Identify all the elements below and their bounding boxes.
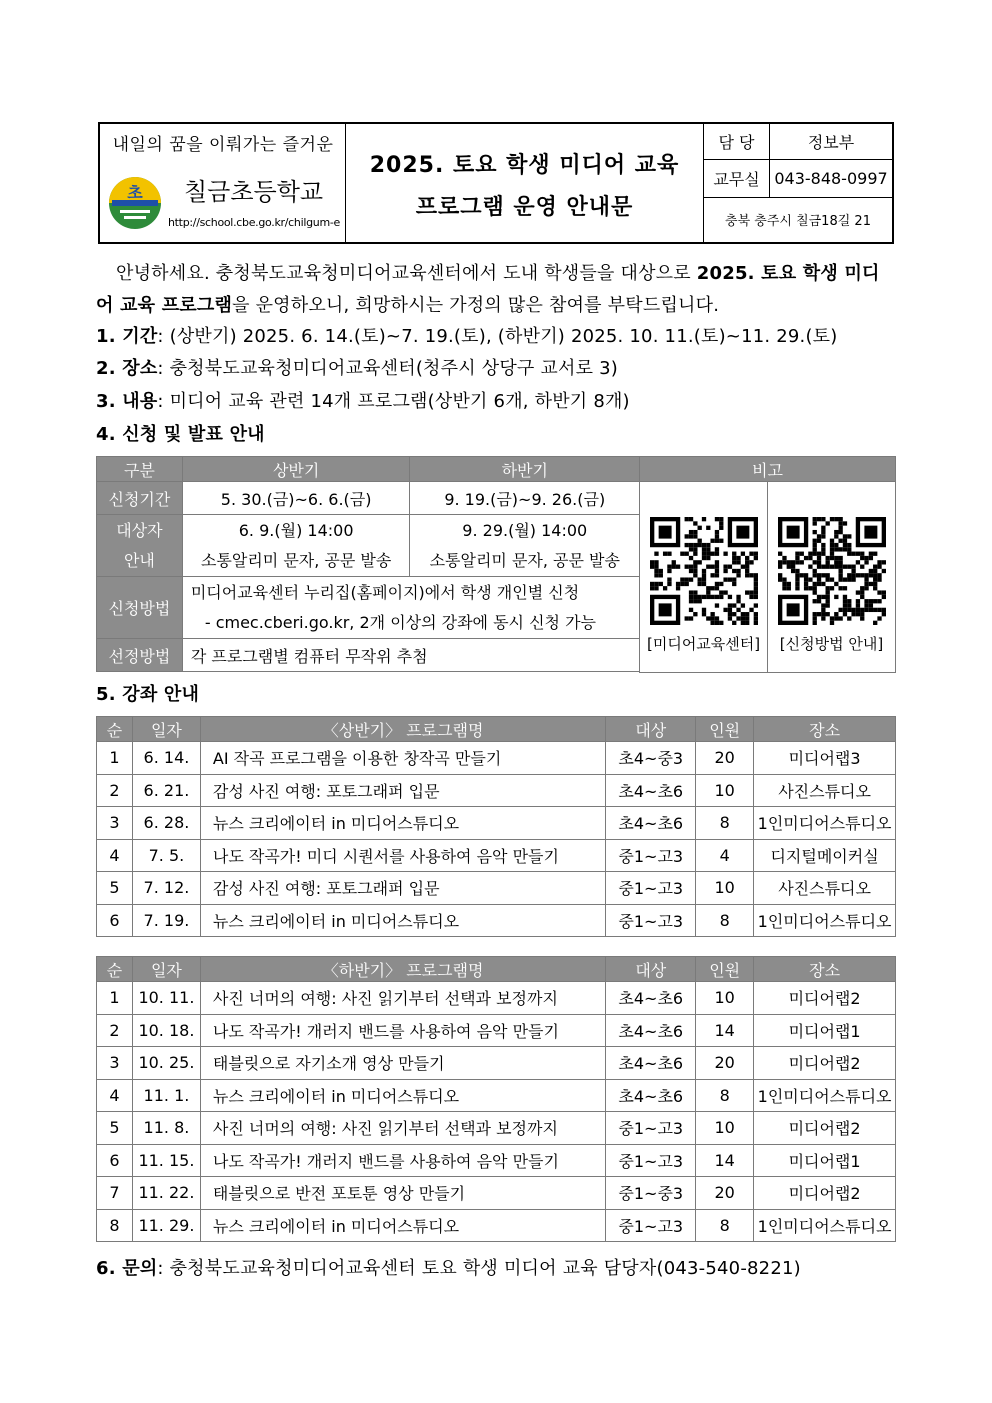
row-program: 뉴스 크리에이터 in 미디어스튜디오: [200, 807, 605, 840]
column-header: 장소: [754, 717, 896, 742]
apply-header: 하반기: [410, 457, 640, 482]
document-header: [98, 122, 894, 244]
school-name: 칠금초등학교: [184, 178, 324, 206]
column-header: 순: [97, 957, 133, 982]
title-line-1: 2025. 토요 학생 미디어 교육: [369, 153, 680, 178]
notice-method: 소통알리미 문자, 공문 발송: [200, 550, 392, 570]
row-place: 미디어랩2: [754, 1047, 896, 1080]
row-place: 미디어랩2: [754, 1112, 896, 1145]
qr-cell-2: [768, 482, 896, 673]
row-place: 미디어랩2: [754, 1177, 896, 1210]
section-content: [96, 387, 630, 413]
table-row: [97, 1079, 896, 1112]
column-header: 일자: [132, 957, 200, 982]
contact-label: 교무실: [704, 160, 770, 197]
row-target: 중1~고3: [606, 1209, 696, 1242]
row-program: 사진 너머의 여행: 사진 읽기부터 선택과 보정까지: [200, 1112, 605, 1145]
table-row: [97, 982, 896, 1015]
column-header: 대상: [606, 957, 696, 982]
table-row: [97, 1047, 896, 1080]
row-program: 나도 작곡가! 개러지 밴드를 사용하여 음악 만들기: [200, 1144, 605, 1177]
section-text: : 충청북도교육청미디어교육센터(청주시 상당구 교서로 3): [157, 358, 618, 379]
row-capacity: 8: [696, 1079, 754, 1112]
row-number: 1: [97, 982, 133, 1015]
row-date: 10. 11.: [132, 982, 200, 1015]
contact-block: [704, 124, 892, 242]
method-line: - cmec.cberi.go.kr, 2개 이상의 강좌에 동시 신청 가능: [204, 612, 597, 632]
contact-row-phone: [704, 160, 892, 198]
section-place: [96, 354, 618, 380]
row-target: 초4~초6: [606, 807, 696, 840]
row-place: 1인미디어스튜디오: [754, 807, 896, 840]
select-label: 선정방법: [97, 639, 183, 672]
row-program: 뉴스 크리에이터 in 미디어스튜디오: [200, 1079, 605, 1112]
row-capacity: 20: [696, 1047, 754, 1080]
intro-pre: 안녕하세요. 충청북도교육청미디어교육센터에서 도내 학생들을 대상으로: [116, 263, 697, 284]
row-capacity: 8: [696, 807, 754, 840]
row-number: 6: [97, 1144, 133, 1177]
row-place: 사진스튜디오: [754, 774, 896, 807]
svg-text:초: 초: [127, 183, 143, 202]
row-program: 뉴스 크리에이터 in 미디어스튜디오: [200, 904, 605, 937]
row-date: 10. 18.: [132, 1014, 200, 1047]
table-row: [97, 1144, 896, 1177]
section-apply-title: 4. 신청 및 발표 안내: [96, 424, 265, 445]
qr-caption: [미디어교육센터]: [646, 634, 761, 653]
table-row: [97, 1112, 896, 1145]
row-number: 1: [97, 742, 133, 775]
section-label: 2. 장소: [96, 358, 158, 379]
row-capacity: 10: [696, 872, 754, 905]
row-program: 나도 작곡가! 개러지 밴드를 사용하여 음악 만들기: [200, 1014, 605, 1047]
row-date: 11. 22.: [132, 1177, 200, 1210]
row-target: 중1~고3: [606, 839, 696, 872]
period-first: 5. 30.(금)~6. 6.(금): [182, 482, 410, 515]
school-slogan: 내일의 꿈을 이뤄가는 즐거운: [112, 135, 334, 155]
column-header: 순: [97, 717, 133, 742]
row-place: 미디어랩1: [754, 1144, 896, 1177]
section-label: 3. 내용: [96, 391, 158, 412]
row-program: 감성 사진 여행: 포토그래퍼 입문: [200, 872, 605, 905]
row-target: 초4~초6: [606, 982, 696, 1015]
row-place: 미디어랩3: [754, 742, 896, 775]
school-block: [100, 124, 346, 242]
row-capacity: 10: [696, 1112, 754, 1145]
row-capacity: 10: [696, 982, 754, 1015]
table-row: [97, 807, 896, 840]
title-line-2: 프로그램 운영 안내문: [415, 195, 634, 220]
intro-bold: 2025. 토요 학생 미디어 교육 프로그램: [96, 263, 880, 316]
contact-label: 담 당: [704, 124, 770, 159]
qr-caption: [신청방법 안내]: [779, 634, 884, 653]
row-program: 태블릿으로 자기소개 영상 만들기: [200, 1047, 605, 1080]
row-date: 7. 5.: [132, 839, 200, 872]
school-logo-icon: [108, 176, 162, 230]
row-place: 사진스튜디오: [754, 872, 896, 905]
notice-label-line: 안내: [123, 550, 155, 570]
qr-code-icon[interactable]: [650, 517, 758, 625]
period-label: 신청기간: [97, 482, 183, 515]
row-number: 6: [97, 904, 133, 937]
qr-cell-1: [640, 482, 768, 673]
period-second: 9. 19.(금)~9. 26.(금): [410, 482, 640, 515]
row-date: 6. 28.: [132, 807, 200, 840]
apply-header: 비고: [640, 457, 896, 482]
apply-table: [96, 456, 896, 673]
row-capacity: 8: [696, 1209, 754, 1242]
row-number: 3: [97, 1047, 133, 1080]
column-header: 〈상반기〉 프로그램명: [200, 717, 605, 742]
school-url[interactable]: http://school.cbe.go.kr/chilgum-e: [168, 216, 341, 229]
section-label: 1. 기간: [96, 326, 158, 347]
row-target: 중1~고3: [606, 1112, 696, 1145]
row-target: 초4~초6: [606, 1047, 696, 1080]
contact-value: 043-848-0997: [774, 169, 888, 188]
table-row: [97, 1177, 896, 1210]
intro-paragraph: [96, 258, 896, 322]
table-row: [97, 872, 896, 905]
column-header: 인원: [696, 717, 754, 742]
row-place: 1인미디어스튜디오: [754, 1079, 896, 1112]
row-program: 감성 사진 여행: 포토그래퍼 입문: [200, 774, 605, 807]
row-target: 중1~고3: [606, 904, 696, 937]
column-header: 〈하반기〉 프로그램명: [200, 957, 605, 982]
method-label: 신청방법: [97, 577, 183, 639]
row-place: 1인미디어스튜디오: [754, 1209, 896, 1242]
first-half-table: [96, 716, 896, 937]
intro-post: 을 운영하오니, 희망하시는 가정의 많은 참여를 부탁드립니다.: [232, 295, 720, 316]
row-capacity: 8: [696, 904, 754, 937]
row-number: 5: [97, 872, 133, 905]
contact-value: 정보부: [807, 133, 855, 152]
row-place: 미디어랩2: [754, 982, 896, 1015]
row-target: 초4~중3: [606, 742, 696, 775]
row-target: 중1~고3: [606, 872, 696, 905]
section-text: : 충청북도교육청미디어교육센터 토요 학생 미디어 교육 담당자(043-540-8221): [157, 1258, 801, 1279]
row-capacity: 20: [696, 1177, 754, 1210]
row-target: 중1~고3: [606, 1144, 696, 1177]
row-capacity: 20: [696, 742, 754, 775]
school-address: 충북 충주시 칠금18길 21: [725, 214, 871, 229]
contact-row-dept: [704, 124, 892, 160]
row-program: 태블릿으로 반전 포토툰 영상 만들기: [200, 1177, 605, 1210]
row-program: 사진 너머의 여행: 사진 읽기부터 선택과 보정까지: [200, 982, 605, 1015]
row-target: 중1~중3: [606, 1177, 696, 1210]
second-half-table: [96, 956, 896, 1242]
row-date: 7. 12.: [132, 872, 200, 905]
row-place: 1인미디어스튜디오: [754, 904, 896, 937]
row-target: 초4~초6: [606, 1079, 696, 1112]
section-label: 6. 문의: [96, 1258, 158, 1279]
row-date: 10. 25.: [132, 1047, 200, 1080]
row-program: AI 작곡 프로그램을 이용한 창작곡 만들기: [200, 742, 605, 775]
table-row: [97, 839, 896, 872]
section-text: : 미디어 교육 관련 14개 프로그램(상반기 6개, 하반기 8개): [157, 391, 630, 412]
row-date: 11. 29.: [132, 1209, 200, 1242]
column-header: 일자: [132, 717, 200, 742]
apply-header: 상반기: [182, 457, 410, 482]
row-date: 6. 21.: [132, 774, 200, 807]
row-place: 미디어랩1: [754, 1014, 896, 1047]
document-title: [346, 124, 704, 242]
row-number: 8: [97, 1209, 133, 1242]
section-contact: [96, 1254, 801, 1280]
table-row: [97, 1014, 896, 1047]
column-header: 인원: [696, 957, 754, 982]
row-place: 디지털메이커실: [754, 839, 896, 872]
method-text: [182, 577, 639, 639]
row-number: 4: [97, 839, 133, 872]
row-date: 11. 8.: [132, 1112, 200, 1145]
row-program: 나도 작곡가! 미디 시퀀서를 사용하여 음악 만들기: [200, 839, 605, 872]
table-row: [97, 1209, 896, 1242]
section-text: : (상반기) 2025. 6. 14.(토)~7. 19.(토), (하반기) 2025. 10. 11.(토)~11. 29.(토): [157, 326, 838, 347]
section-course-title: 5. 강좌 안내: [96, 684, 200, 705]
column-header: 장소: [754, 957, 896, 982]
row-date: 6. 14.: [132, 742, 200, 775]
row-number: 7: [97, 1177, 133, 1210]
notice-date: 9. 29.(월) 14:00: [462, 520, 588, 540]
notice-second: [410, 515, 640, 577]
row-date: 11. 1.: [132, 1079, 200, 1112]
row-target: 초4~초6: [606, 774, 696, 807]
table-row: [97, 904, 896, 937]
table-row: [97, 774, 896, 807]
select-text: 각 프로그램별 컴퓨터 무작위 추첨: [182, 639, 639, 672]
row-number: 4: [97, 1079, 133, 1112]
row-capacity: 4: [696, 839, 754, 872]
row-target: 초4~초6: [606, 1014, 696, 1047]
row-number: 3: [97, 807, 133, 840]
row-capacity: 10: [696, 774, 754, 807]
notice-label: [97, 515, 183, 577]
row-number: 2: [97, 774, 133, 807]
notice-first: [182, 515, 410, 577]
row-number: 5: [97, 1112, 133, 1145]
row-capacity: 14: [696, 1014, 754, 1047]
notice-label-line: 대상자: [116, 520, 163, 540]
table-row: [97, 742, 896, 775]
row-number: 2: [97, 1014, 133, 1047]
row-program: 뉴스 크리에이터 in 미디어스튜디오: [200, 1209, 605, 1242]
row-date: 11. 15.: [132, 1144, 200, 1177]
row-date: 7. 19.: [132, 904, 200, 937]
notice-method: 소통알리미 문자, 공문 발송: [429, 550, 620, 570]
row-capacity: 14: [696, 1144, 754, 1177]
section-period: [96, 322, 838, 348]
apply-header: 구분: [97, 457, 183, 482]
method-line: 미디어교육센터 누리집(홈페이지)에서 학생 개인별 신청: [190, 582, 580, 602]
column-header: 대상: [606, 717, 696, 742]
qr-code-icon[interactable]: [778, 517, 886, 625]
notice-date: 6. 9.(월) 14:00: [238, 520, 354, 540]
